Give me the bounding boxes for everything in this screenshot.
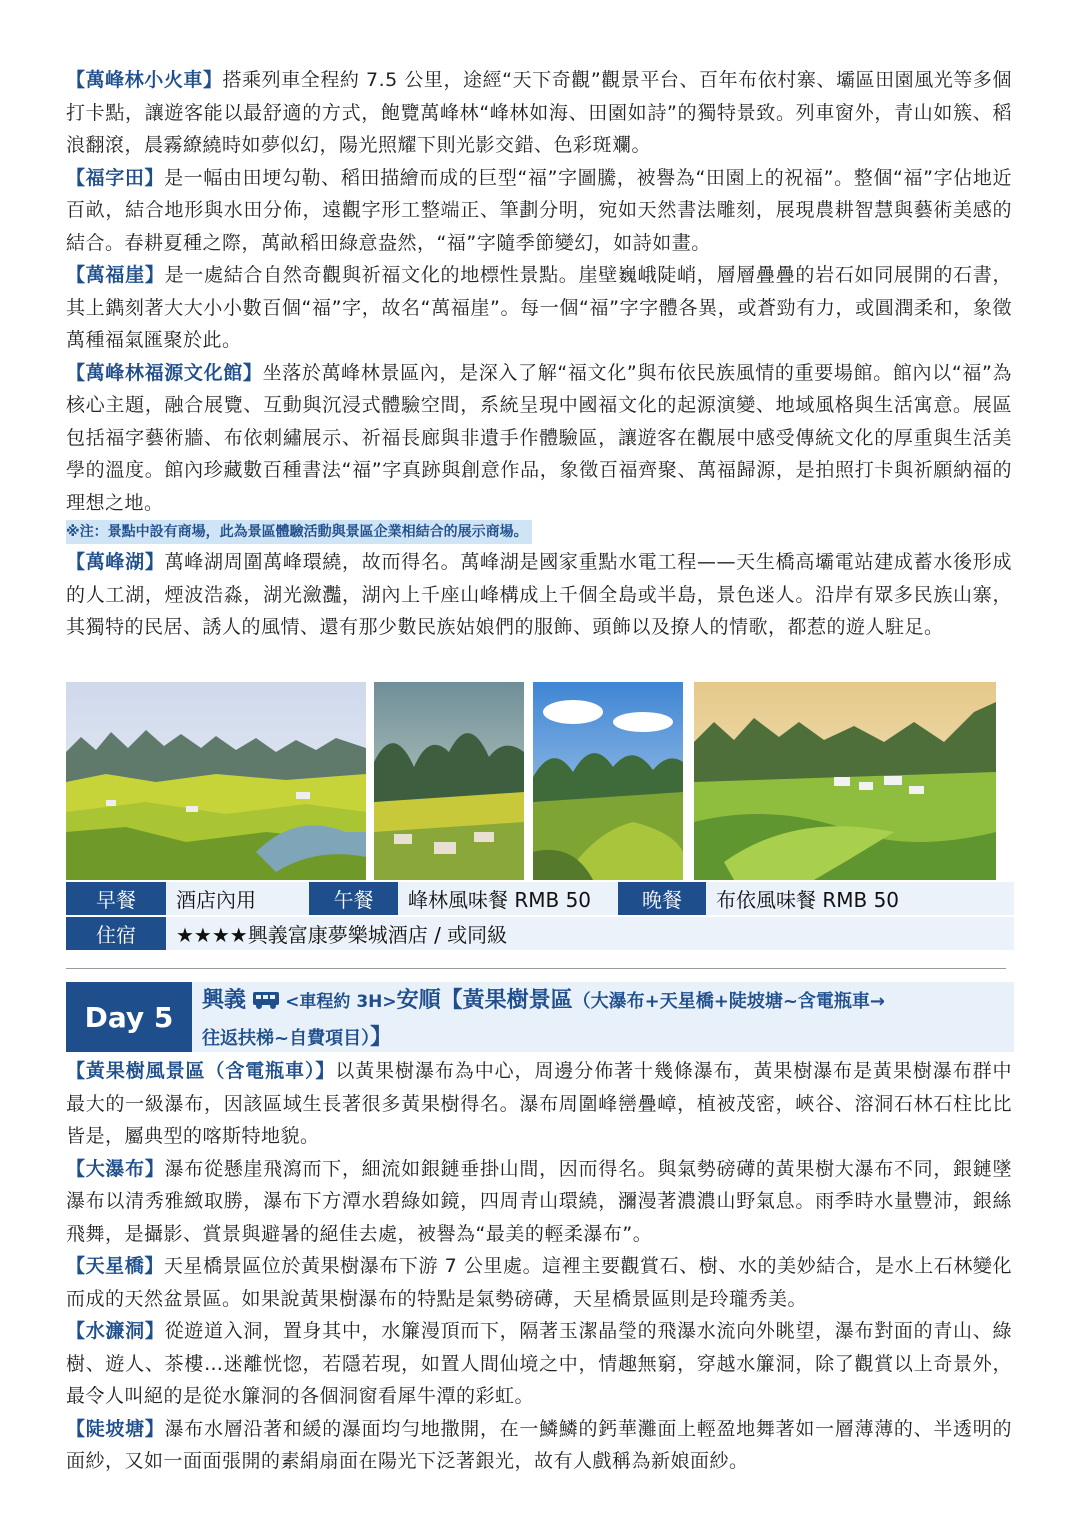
landscape-photo-2 xyxy=(374,682,524,880)
paragraph-fuzitian xyxy=(66,162,1012,260)
day-title-detail-2: 往返扶梯~自費項目） xyxy=(202,1028,371,1049)
paragraph-title: 【天星橋】 xyxy=(66,1255,164,1277)
section-divider xyxy=(66,968,1006,969)
landscape-photo-4 xyxy=(694,682,996,880)
paragraph-title: 【萬峰林福源文化館】 xyxy=(66,361,263,384)
landscape-photo-1 xyxy=(66,682,366,880)
lunch-label: 午餐 xyxy=(309,882,398,915)
paragraph-title: 【萬峰湖】 xyxy=(66,551,165,573)
landscape-photo-3 xyxy=(533,682,683,880)
intro-section xyxy=(66,64,1012,644)
paragraph-xiaohuoche xyxy=(66,64,1012,162)
paragraph-water-curtain-cave xyxy=(66,1315,1012,1413)
paragraph-body: 是一處結合自然奇觀與祈福文化的地標性景點。崖壁巍峨陡峭，層層疊疊的岩石如同展開的石書，其上鐫刻著大大小小數百個“福”字，故名“萬福崖”。每一個“福”字字體各異，或蒼勁有力，或圓潤柔和，象徵萬種福氣匯聚於此。 xyxy=(66,264,1012,351)
breakfast-value: 酒店內用 xyxy=(166,882,309,915)
paragraph-body: 瀑布從懸崖飛瀉而下，細流如銀鏈垂掛山間，因而得名。與氣勢磅礡的黃果樹大瀑布不同，銀鏈墜瀑布以清秀雅緻取勝，瀑布下方潭水碧綠如鏡，四周青山環繞，瀰漫著濃濃山野氣息。雨季時水量豐沛，銀絲飛舞，是攝影、賞景與避暑的絕佳去處，被譽為“最美的輕柔瀑布”。 xyxy=(66,1157,1012,1245)
day-label: Day 5 xyxy=(66,982,192,1052)
paragraph-title: 【大瀑布】 xyxy=(66,1157,165,1180)
day5-section xyxy=(66,1055,1012,1478)
paragraph-body: 是一幅由田埂勾勒、稻田描繪而成的巨型“福”字圖騰，被譽為“田園上的祝福”。整個“福”字佔地近百畝，結合地形與水田分佈，遠觀字形工整端正、筆劃分明，宛如天然書法雕刻，展現農耕智慧與藝術美感的結合。春耕夏種之際，萬畝稻田綠意盎然，“福”字隨季節變幻，如詩如畫。 xyxy=(66,166,1012,254)
hotel-label: 住宿 xyxy=(66,917,166,950)
paragraph-body: 瀑布水層沿著和緩的瀑面均勻地撒開，在一鱗鱗的鈣華灘面上輕盈地舞著如一層薄薄的、半透明的面紗，又如一面面張開的素絹扇面在陽光下泛著銀光，故有人戲稱為新娘面紗。 xyxy=(66,1417,1012,1472)
bus-icon xyxy=(252,988,280,1021)
paragraph-wanfeng-lake xyxy=(66,546,1012,644)
day-title-close: 】 xyxy=(370,1025,393,1050)
paragraph-big-waterfall xyxy=(66,1153,1012,1251)
paragraph-title: 【陡坡塘】 xyxy=(66,1417,165,1440)
day-title-from: 興義 xyxy=(202,988,247,1013)
day-title xyxy=(192,982,1014,1052)
paragraph-body: 搭乘列車全程約 7.5 公里，途經“天下奇觀”觀景平台、百年布依村寨、壩區田園風光等多個打卡點，讓遊客能以最舒適的方式，飽覽萬峰林“峰林如海、田園如詩”的獨特景致。列車窗外，青山如簇、稻浪翻滾，晨霧繚繞時如夢似幻，陽光照耀下則光影交錯、色彩斑斕。 xyxy=(66,69,1012,156)
dinner-label: 晚餐 xyxy=(618,882,706,915)
paragraph-body: 天星橋景區位於黃果樹瀑布下游 7 公里處。這裡主要觀賞石、樹、水的美妙結合，是水上石林變化而成的天然盆景區。如果說黃果樹瀑布的特點是氣勢磅礡，天星橋景區則是玲瓏秀美。 xyxy=(66,1255,1012,1310)
paragraph-body: 以黃果樹瀑布為中心，周邊分佈著十幾條瀑布，黃果樹瀑布是黃果樹瀑布群中最大的一級瀑布，因該區域生長著很多黃果樹得名。瀑布周圍峰巒疊嶂，植被茂密，峽谷、溶洞石林石柱比比皆是，屬典型的喀斯特地貌。 xyxy=(66,1060,1012,1147)
paragraph-wanfuya xyxy=(66,259,1012,357)
meal-table xyxy=(66,882,1014,952)
photo-strip xyxy=(66,682,1012,880)
paragraph-title: 【黃果樹風景區（含電瓶車）】 xyxy=(66,1060,336,1082)
hotel-value: ★★★★興義富康夢樂城酒店 / 或同級 xyxy=(166,917,1014,950)
paragraph-body: 萬峰湖周圍萬峰環繞，故而得名。萬峰湖是國家重點水電工程——天生橋高壩電站建成蓄水後形成的人工湖，煙波浩淼，湖光瀲灩，湖內上千座山峰構成上千個全島或半島，景色迷人。沿岸有眾多民族山寨，其獨特的民居、誘人的風情、還有那少數民族姑娘們的服飾、頭飾以及撩人的情歌，都惹的遊人駐足。 xyxy=(66,551,1012,638)
paragraph-title: 【福字田】 xyxy=(66,166,165,189)
paragraph-title: 【萬福崖】 xyxy=(66,264,165,286)
day-title-to: 安順 xyxy=(396,988,441,1013)
shopping-note: ※注：景點中設有商場，此為景區體驗活動與景區企業相結合的展示商場。 xyxy=(66,520,532,544)
breakfast-label: 早餐 xyxy=(66,882,166,915)
lunch-value: 峰林風味餐 RMB 50 xyxy=(398,882,618,915)
hotel-row xyxy=(66,917,1014,952)
paragraph-doupotang xyxy=(66,1413,1012,1478)
meal-row xyxy=(66,882,1014,917)
paragraph-title: 【水濂洞】 xyxy=(66,1320,165,1342)
day-title-detail-1: （大瀑布+天星橋+陡坡塘~含電瓶車→ xyxy=(572,991,885,1012)
paragraph-fuyuan-museum xyxy=(66,357,1012,520)
paragraph-body: 坐落於萬峰林景區內，是深入了解“福文化”與布依民族風情的重要場館。館內以“福”為核心主題，融合展覽、互動與沉浸式體驗空間，系統呈現中國福文化的起源演變、地域風格與生活寓意。展區包括福字藝術牆、布依刺繡展示、祈福長廊與非遺手作體驗區，讓遊客在觀展中感受傳統文化的厚重與生活美學的溫度。館內珍藏數百種書法“福”字真跡與創意作品，象徵百福齊聚、萬福歸源，是拍照打卡與祈願納福的理想之地。 xyxy=(66,361,1012,514)
paragraph-body: 從遊道入洞，置身其中，水簾漫頂而下，隔著玉潔晶瑩的飛瀑水流向外眺望，瀑布對面的青山、綠樹、遊人、茶樓…迷離恍惚，若隱若現，如置人間仙境之中，情趣無窮，穿越水簾洞，除了觀賞以上奇景外，最令人叫絕的是從水簾洞的各個洞窗看犀牛潭的彩虹。 xyxy=(66,1320,1012,1407)
paragraph-tianxingqiao xyxy=(66,1250,1012,1315)
dinner-value: 布依風味餐 RMB 50 xyxy=(706,882,1014,915)
day-title-main: 【黃果樹景區 xyxy=(440,988,573,1013)
paragraph-huangguoshu xyxy=(66,1055,1012,1153)
paragraph-title: 【萬峰林小火車】 xyxy=(66,69,223,91)
day-title-route: <車程約 3H> xyxy=(285,992,397,1012)
